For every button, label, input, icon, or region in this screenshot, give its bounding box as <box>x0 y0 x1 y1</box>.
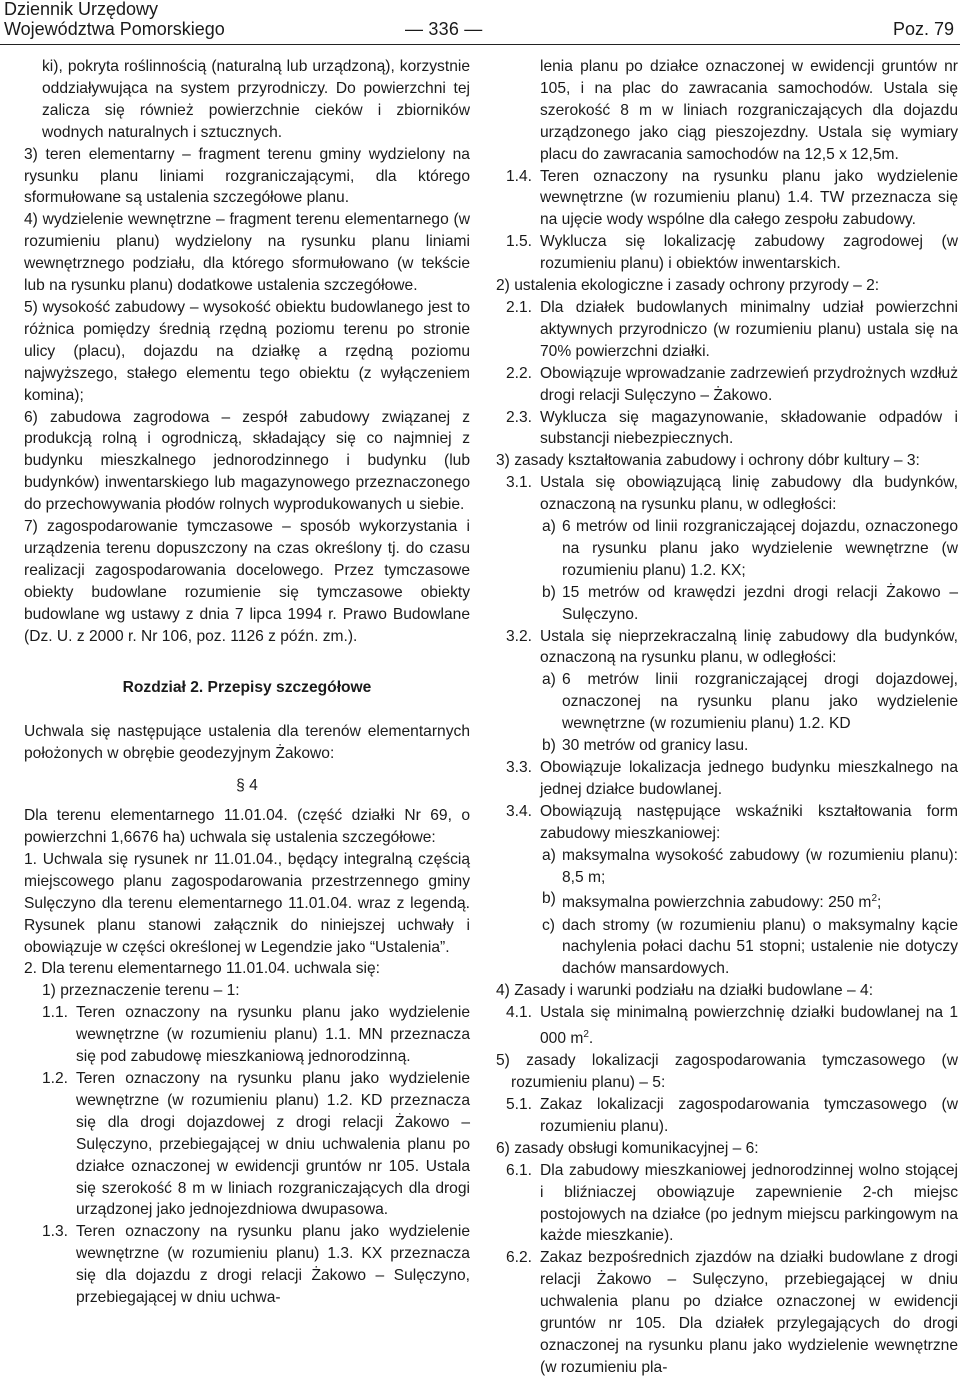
definition-paragraph: 6) zabudowa zagrodowa – zespół zabudowy związanej z produkcją rolną i ogrodniczą, składający się co najmniej z budynku mieszkalnego jednorodzinnego i budynku (lub budynków) inwentarskiego lub magazynowego przeznaczonego do przechowywania płodów rolnych wyprodukowanych u siebie. <box>24 408 470 514</box>
list-item <box>496 472 958 516</box>
list-text: Dla zabudowy mieszkaniowej jednorodzinnej wolno stojącej i bliźniaczej obowiązuje zapewnienie 2-ch miejsc postojowych na działce (po jednym miejscu parkingowym na każde mieszkanie). <box>540 1161 958 1245</box>
list-subitem <box>496 516 958 582</box>
list-subitem <box>496 915 958 981</box>
list-text: Dla działek budowlanych minimalny udział powierzchni aktywnych przyrodniczo (w rozumieniu planu) ustala się na 70% powierzchni działki. <box>540 298 958 360</box>
list-item <box>496 297 958 363</box>
list-text: Ustala się obowiązującą linię zabudowy dla budynków, oznaczoną na rysunku planu, w odległości: <box>540 474 958 514</box>
list-number: 3.1. <box>506 474 533 492</box>
journal-title: Dziennik Urzędowy <box>4 0 159 19</box>
list-letter: b) <box>542 583 556 601</box>
list-text-end: . <box>588 1030 594 1048</box>
definition-paragraph: 5) wysokość zabudowy – wysokość obiektu budowlanego jest to różnica pomiędzy średnią rzędną poziomu terenu po stronie ulicy (placu), dojazdu na działkę a rzędną poziomu najwyższego, stałego elementu tego obiektu (z wyłączeniem komina); <box>24 298 470 404</box>
list-text: Teren oznaczony na rysunku planu jako wydzielenie wewnętrzne (w rozumieniu planu) 1.2. KD przeznacza się dla drogi dojazdowej z drogi relacji Żakowo – Sulęczyno, przebiegającej w dniu uchwalenia planu po działce oznaczonej w ewidencji gruntów nr 105. Ustala się szerokość 8 m w liniach rozgraniczających dla drogi urządzonej jako jednojezdniowa dwupasowa. <box>76 1069 470 1219</box>
chapter-heading: Rozdział 2. Przepisy szczegółowe <box>122 679 372 697</box>
list-item <box>24 1068 470 1221</box>
list-item <box>496 166 958 232</box>
list-subitem <box>496 888 958 914</box>
list-text: Zakaz bezpośrednich zjazdów na działki budowlane z drogi relacji Żakowo – Sulęczyno, przebiegającej w dniu uchwalenia planu po działce oznaczonej w ewidencji gruntów nr 105. Dla działek przylegających do drogi oznaczonej na rysunku planu jako wydzielenie wewnętrzne (w rozumieniu pla- <box>540 1249 958 1376</box>
list-number: 1.3. <box>42 1223 69 1241</box>
list-text: maksymalna powierzchnia zabudowy: 250 m <box>562 894 872 912</box>
list-number: 3.4. <box>506 802 533 820</box>
subsection-heading: 4) Zasady i warunki podziału na działki budowlane – 4: <box>496 982 874 1000</box>
list-text: Teren oznaczony na rysunku planu jako wydzielenie wewnętrzne (w rozumieniu planu) 1.4. TW przeznacza się na ujęcie wody wspólne dla całego zespołu zabudowy. <box>540 167 958 229</box>
list-text: maksymalna wysokość zabudowy (w rozumieniu planu): 8,5 m; <box>562 846 958 886</box>
list-text: Teren oznaczony na rysunku planu jako wydzielenie wewnętrzne (w rozumieniu planu) 1.3. KX przeznacza się dla dojazdu z drogi relacji Żakowo – Sulęczyno, przebiegającej w dniu uchwa- <box>76 1223 470 1307</box>
header-divider <box>0 44 960 45</box>
list-text: Ustala się minimalną powierzchnię działki budowlanej na 1 000 m <box>540 1004 958 1048</box>
list-letter: b) <box>542 890 556 908</box>
list-item <box>496 626 958 670</box>
list-subitem <box>496 735 958 757</box>
list-item <box>24 1002 470 1068</box>
list-text: Teren oznaczony na rysunku planu jako wydzielenie wewnętrzne (w rozumieniu planu) 1.1. MN przeznacza się pod zabudowę mieszkaniową jednorodzinną. <box>76 1004 470 1066</box>
page-number: — 336 — <box>405 19 483 39</box>
definition-paragraph: 4) wydzielenie wewnętrzne – fragment terenu elementarnego (w rozumieniu planu) wydzielony na rysunku planu liniami wewnętrznego podziału, dla którego sformułowano (w tekście lub na rysunku planu) dodatkowe ustalenia szczegółowe. <box>24 211 470 295</box>
definition-paragraph: ki), pokryta roślinnością (naturalną lub urządzoną), korzystnie oddziaływująca na system przyrodniczy. Do powierzchni tej zalicza się również powierzchnie cieków i zbiorników wodnych naturalnych i sztucznych. <box>42 58 470 141</box>
section-paragraph: Dla terenu elementarnego 11.01.04. (część działki Nr 69, o powierzchni 1,6676 ha) uchwala się ustalenia szczegółowe: <box>24 807 470 846</box>
list-text: 6 metrów od linii rozgraniczającej dojazdu, oznaczonego na rysunku planu jako wydzielenie wewnętrzne (w rozumieniu planu) 1.2. KX; <box>562 518 958 579</box>
list-number: 4.1. <box>506 1004 533 1022</box>
list-letter: b) <box>542 737 556 755</box>
section-item: 2. Dla terenu elementarnego 11.01.04. uchwala się: <box>24 960 380 978</box>
list-item <box>496 1160 958 1248</box>
page-header <box>0 0 960 46</box>
list-subitem <box>496 669 958 735</box>
list-text: Ustala się nieprzekraczalną linię zabudowy dla budynków, oznaczoną na rysunku planu, w odległości: <box>540 627 958 667</box>
continued-text: lenia planu po działce oznaczonej w ewidencji gruntów nr 105, i na plac do zawracania samochodów. Ustala się szerokość 8 m w liniach rozgraniczających dla dojazdu urządzonego jako ciąg pieszojezdny. Ustala się wymiary placu do zawracania samochodów na 12,5 x 12,5m. <box>540 58 958 163</box>
list-text-end: ; <box>877 894 882 912</box>
list-number: 3.2. <box>506 627 533 645</box>
section-item: 1. Uchwala się rysunek nr 11.01.04., będący integralną częścią miejscowego planu zagospodarowania przestrzennego gminy Sulęczyno dla terenu elementarnego 11.01.04. wraz z legendą. Rysunek planu stanowi załącznik do niniejszej uchwały i obowiązuje w części określonej w Legendzie jako “Ustalenia”. <box>24 850 470 956</box>
list-number: 1.1. <box>42 1004 69 1022</box>
list-text: Wyklucza się lokalizację zabudowy zagrodowej (w rozumieniu planu) i obiektów inwentarskich. <box>540 233 958 273</box>
subsection-heading: 2) ustalenia ekologiczne i zasady ochrony przyrody – 2: <box>496 277 880 295</box>
definition-paragraph: 3) teren elementarny – fragment terenu gminy wydzielony na rysunku planu liniami rozgraniczającymi, dla którego sformułowane są ustalenia szczegółowe planu. <box>24 145 470 207</box>
list-number: 6.2. <box>506 1249 533 1267</box>
list-item <box>496 363 958 407</box>
list-letter: c) <box>542 916 555 934</box>
list-number: 3.3. <box>506 759 533 776</box>
superscript: 2 <box>583 1029 589 1041</box>
subsection-heading: 1) przeznaczenie terenu – 1: <box>42 982 240 1000</box>
list-text: 6 metrów linii rozgraniczającej drogi dojazdowej, oznaczonej na rysunku planu jako wydzielenie wewnętrzne (w rozumieniu planu) 1.2. KD <box>562 671 958 733</box>
list-number: 1.5. <box>506 233 533 251</box>
list-number: 2.3. <box>506 408 533 426</box>
list-letter: a) <box>542 518 556 536</box>
list-subitem <box>496 845 958 889</box>
list-number: 6.1. <box>506 1161 533 1179</box>
list-item <box>496 1094 958 1138</box>
list-text: Obowiązuje lokalizacja jednego budynku mieszkalnego na jednej działce budowlanej. <box>540 759 958 798</box>
list-number: 2.1. <box>506 298 533 316</box>
list-item <box>496 407 958 451</box>
position-number: Poz. 79 <box>892 19 954 39</box>
superscript: 2 <box>871 893 877 905</box>
list-text: 15 metrów od krawędzi jezdni drogi relacji Żakowo – Sulęczyno. <box>562 583 958 623</box>
list-text: Wyklucza się magazynowanie, składowanie odpadów i substancji niebezpiecznych. <box>540 408 958 448</box>
list-number: 1.4. <box>506 167 533 185</box>
list-item <box>496 801 958 845</box>
list-number: 5.1. <box>506 1095 533 1113</box>
list-text: 30 metrów od granicy lasu. <box>562 737 749 755</box>
subsection-heading: 5) zasady lokalizacji zagospodarowania tymczasowego (w rozumieniu planu) – 5: <box>496 1052 958 1092</box>
section-marker: § 4 <box>236 777 258 795</box>
list-number: 1.2. <box>42 1069 69 1087</box>
left-column <box>24 56 470 1309</box>
intro-paragraph: Uchwala się następujące ustalenia dla terenów elementarnych położonych w obrębie geodezyjnym Żakowo: <box>24 723 470 763</box>
list-text: dach stromy (w rozumieniu planu) o maksymalny kącie nachylenia połaci dachu 51 stopni; ustalenie nie dotyczy dachów mansardowych. <box>562 916 958 978</box>
list-item <box>496 1002 958 1050</box>
list-text: Obowiązują następujące wskaźniki kształtowania form zabudowy mieszkaniowej: <box>540 802 958 842</box>
list-subitem <box>496 582 958 626</box>
list-item <box>24 1221 470 1309</box>
list-number: 2.2. <box>506 364 533 382</box>
list-text: Zakaz lokalizacji zagospodarowania tymczasowego (w rozumieniu planu). <box>540 1095 958 1135</box>
journal-region: Województwa Pomorskiego <box>4 19 225 39</box>
subsection-heading: 3) zasady kształtowania zabudowy i ochrony dóbr kultury – 3: <box>496 452 920 470</box>
list-item <box>496 231 958 275</box>
list-item <box>496 757 958 801</box>
right-column <box>496 56 958 1379</box>
list-text: Obowiązuje wprowadzanie zadrzewień przydrożnych wzdłuż drogi relacji Sulęczyno – Żakowo. <box>540 364 958 404</box>
list-letter: a) <box>542 846 556 864</box>
list-item <box>496 1247 958 1378</box>
definition-paragraph: 7) zagospodarowanie tymczasowe – sposób wykorzystania i urządzenia terenu dopuszczony na czas określony tj. do czasu realizacji zagospodarowania docelowego. Przez tymczasowe obiekty budowlane rozumienie się tymczasowe obiekty budowlane wg ustawy z dnia 7 lipca 1994 r. Prawo Budowlane (Dz. U. z 2000 r. Nr 106, poz. 1126 z późn. zm.). <box>24 518 470 645</box>
subsection-heading: 6) zasady obsługi komunikacyjnej – 6: <box>496 1139 759 1157</box>
list-letter: a) <box>542 671 556 689</box>
